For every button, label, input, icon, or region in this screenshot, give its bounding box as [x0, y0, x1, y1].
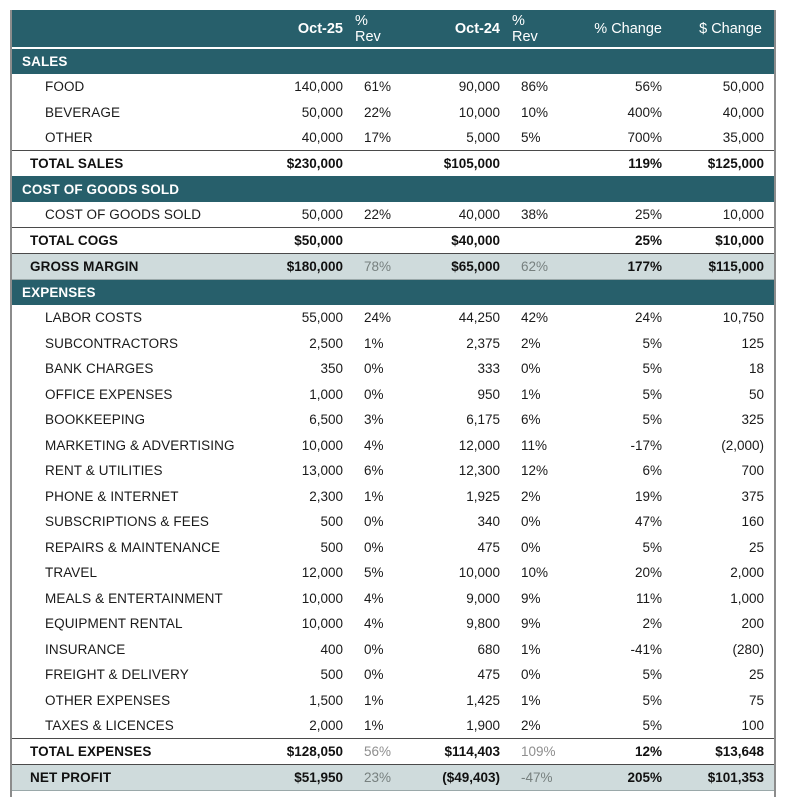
current-value: 350	[320, 361, 343, 377]
current-value: 400	[320, 641, 343, 657]
current-value: $230,000	[250, 151, 355, 177]
current-pct-rev: 0%	[364, 641, 384, 657]
row-label: MARKETING & ADVERTISING	[45, 437, 235, 453]
pct-change: 56%	[634, 79, 662, 95]
prior-pct-rev: -47%	[512, 764, 564, 790]
table-row	[12, 356, 774, 382]
current-pct-rev: 23%	[355, 764, 407, 790]
prior-pct-rev: 1%	[521, 692, 541, 708]
row-label: TOTAL EXPENSES	[12, 739, 250, 765]
prior-pct-rev: 10%	[521, 565, 549, 581]
prior-value: 950	[477, 386, 500, 402]
pct-change: 700%	[627, 130, 662, 145]
current-value: 55,000	[301, 310, 343, 326]
column-header-pct-change: % Change	[564, 10, 674, 48]
prior-pct-rev	[512, 151, 564, 177]
pct-change: 5%	[642, 412, 662, 428]
prior-value: 9,800	[466, 616, 500, 632]
section-title: EXPENSES	[22, 284, 96, 300]
prior-value: 10,000	[458, 104, 500, 120]
current-value: 500	[320, 539, 343, 555]
prior-pct-rev: 2%	[521, 488, 541, 504]
current-value: $128,050	[250, 739, 355, 765]
current-value: 10,000	[301, 616, 343, 632]
current-value: 50,000	[301, 207, 343, 222]
current-pct-rev: 22%	[364, 104, 392, 120]
dollar-change: 40,000	[722, 104, 764, 120]
row-label: INSURANCE	[45, 641, 126, 657]
current-value: 2,000	[309, 718, 343, 733]
prior-value: $65,000	[407, 253, 512, 279]
prior-pct-rev: 1%	[521, 641, 541, 657]
pct-change: 11%	[635, 590, 662, 606]
prior-pct-rev: 9%	[521, 616, 541, 632]
current-pct-rev: 24%	[364, 310, 392, 326]
prior-pct-rev: 2%	[521, 335, 541, 351]
table-row	[12, 125, 774, 151]
row-label: GROSS MARGIN	[12, 253, 250, 279]
table-row	[12, 509, 774, 535]
row-label: OTHER EXPENSES	[45, 692, 171, 708]
dollar-change: 25	[748, 539, 764, 555]
column-header-prior-rev: % Rev	[512, 10, 564, 48]
section-header-row	[12, 48, 774, 74]
current-pct-rev: 5%	[364, 565, 384, 581]
current-pct-rev: 0%	[364, 361, 384, 377]
current-value: 500	[320, 514, 343, 530]
row-label: TRAVEL	[45, 565, 98, 581]
dollar-change: 160	[741, 514, 764, 530]
prior-value: 475	[477, 667, 500, 683]
pct-change: 25%	[634, 207, 662, 222]
prior-value: 2,375	[466, 335, 500, 351]
prior-value: $40,000	[407, 228, 512, 254]
prior-value: 40,000	[458, 207, 500, 222]
table-row	[12, 100, 774, 126]
prior-value: 12,300	[458, 463, 500, 479]
prior-value: 5,000	[466, 130, 500, 145]
prior-value: 1,925	[466, 488, 500, 504]
row-label: MEALS & ENTERTAINMENT	[45, 590, 223, 606]
prior-value: 1,425	[466, 692, 500, 708]
dollar-change: 25	[748, 667, 764, 683]
current-value: 500	[320, 667, 343, 683]
pct-change: 2%	[642, 616, 662, 632]
pct-change: 20%	[634, 565, 662, 581]
dollar-change: 50,000	[722, 79, 764, 95]
current-value: 1,000	[309, 386, 343, 402]
current-pct-rev	[355, 228, 407, 254]
prior-pct-rev: 12%	[521, 463, 549, 479]
table-row	[12, 637, 774, 663]
row-label: SUBCONTRACTORS	[45, 335, 179, 351]
row-label: PHONE & INTERNET	[45, 488, 179, 504]
dollar-change: 700	[741, 463, 764, 479]
table-row	[12, 202, 774, 228]
prior-value: ($49,403)	[407, 764, 512, 790]
table-row	[12, 407, 774, 433]
dollar-change: 2,000	[730, 565, 764, 581]
prior-value: 340	[477, 514, 500, 530]
row-label: FREIGHT & DELIVERY	[45, 667, 189, 683]
dollar-change: 75	[748, 692, 764, 708]
prior-pct-rev: 0%	[521, 539, 541, 555]
bottom-spacer	[12, 791, 774, 797]
row-label: RENT & UTILITIES	[45, 463, 163, 479]
table-row	[12, 433, 774, 459]
highlight-row	[12, 253, 774, 279]
pct-change: 205%	[564, 764, 674, 790]
table-row	[12, 611, 774, 637]
column-header-dollar-change: $ Change	[674, 10, 774, 48]
financial-table	[12, 10, 774, 791]
prior-pct-rev: 11%	[521, 437, 548, 453]
pct-change: 5%	[642, 718, 662, 733]
dollar-change: 325	[741, 412, 764, 428]
table-row	[12, 662, 774, 688]
prior-pct-rev: 86%	[521, 79, 549, 95]
pct-change: 5%	[642, 692, 662, 708]
section-header-row	[12, 176, 774, 202]
current-pct-rev: 1%	[364, 692, 384, 708]
prior-value: 10,000	[458, 565, 500, 581]
header-row	[12, 10, 774, 48]
prior-pct-rev: 5%	[521, 130, 541, 145]
table-header	[12, 10, 774, 48]
pct-change: 24%	[634, 310, 662, 326]
current-pct-rev: 4%	[364, 590, 384, 606]
current-pct-rev: 0%	[364, 539, 384, 555]
section-title: COST OF GOODS SOLD	[22, 181, 180, 197]
current-pct-rev: 17%	[364, 130, 392, 145]
pct-change: 5%	[642, 667, 662, 683]
prior-pct-rev: 0%	[521, 361, 541, 377]
row-label: TOTAL SALES	[12, 151, 250, 177]
row-label: NET PROFIT	[12, 764, 250, 790]
prior-value: $105,000	[407, 151, 512, 177]
pct-change: 12%	[564, 739, 674, 765]
dollar-change: $13,648	[674, 739, 774, 765]
current-pct-rev: 22%	[364, 207, 392, 222]
current-value: $50,000	[250, 228, 355, 254]
prior-pct-rev: 2%	[521, 718, 541, 733]
prior-value: 680	[477, 641, 500, 657]
prior-value: 9,000	[466, 590, 500, 606]
pct-change: 5%	[642, 361, 662, 377]
current-value: 10,000	[301, 437, 343, 453]
dollar-change: 200	[741, 616, 764, 632]
pct-change: 119%	[564, 151, 674, 177]
pct-change: 177%	[564, 253, 674, 279]
current-value: 12,000	[301, 565, 343, 581]
current-value: 40,000	[301, 130, 343, 145]
row-label: REPAIRS & MAINTENANCE	[45, 539, 221, 555]
pct-change: 25%	[564, 228, 674, 254]
dollar-change: (280)	[732, 641, 764, 657]
dollar-change: 375	[741, 488, 764, 504]
prior-pct-rev	[512, 228, 564, 254]
table-row	[12, 382, 774, 408]
pct-change: 19%	[634, 488, 662, 504]
table-row	[12, 458, 774, 484]
dollar-change: 1,000	[730, 590, 764, 606]
current-value: 50,000	[301, 104, 343, 120]
row-label: TOTAL COGS	[12, 228, 250, 254]
total-row	[12, 228, 774, 254]
prior-pct-rev: 10%	[521, 104, 549, 120]
table-body	[12, 48, 774, 790]
row-label: EQUIPMENT RENTAL	[45, 616, 183, 632]
current-pct-rev: 0%	[364, 514, 384, 530]
dollar-change: 10,000	[722, 207, 764, 222]
section-title: SALES	[22, 54, 68, 69]
total-row	[12, 151, 774, 177]
section-header-row	[12, 279, 774, 305]
row-label: LABOR COSTS	[45, 310, 143, 326]
dollar-change: $10,000	[674, 228, 774, 254]
dollar-change: $125,000	[674, 151, 774, 177]
current-value: 140,000	[294, 79, 343, 95]
prior-pct-rev: 9%	[521, 590, 541, 606]
row-label: FOOD	[45, 79, 85, 95]
prior-pct-rev: 6%	[521, 412, 541, 428]
pct-change: -17%	[630, 437, 662, 453]
column-header-current-rev: % Rev	[355, 10, 407, 48]
total-row	[12, 739, 774, 765]
column-header-current: Oct-25	[250, 10, 355, 48]
current-value: 1,500	[309, 692, 343, 708]
current-value: $180,000	[250, 253, 355, 279]
current-value: 10,000	[301, 590, 343, 606]
prior-pct-rev: 62%	[512, 253, 564, 279]
table-row	[12, 586, 774, 612]
row-label: TAXES & LICENCES	[45, 718, 174, 733]
current-pct-rev: 6%	[364, 463, 384, 479]
prior-value: 1,900	[466, 718, 500, 733]
current-pct-rev: 1%	[364, 488, 384, 504]
current-pct-rev: 1%	[364, 718, 384, 733]
prior-pct-rev: 1%	[521, 386, 541, 402]
table-row	[12, 484, 774, 510]
current-value: 13,000	[301, 463, 343, 479]
prior-value: $114,403	[407, 739, 512, 765]
table-row	[12, 713, 774, 739]
current-pct-rev: 4%	[364, 616, 384, 632]
highlight-row	[12, 764, 774, 790]
prior-pct-rev: 42%	[521, 310, 549, 326]
prior-pct-rev: 109%	[512, 739, 564, 765]
prior-pct-rev: 38%	[521, 207, 549, 222]
pct-change: 6%	[642, 463, 662, 479]
dollar-change: $101,353	[674, 764, 774, 790]
current-value: 6,500	[309, 412, 343, 428]
current-pct-rev: 56%	[355, 739, 407, 765]
current-pct-rev: 61%	[364, 79, 392, 95]
current-value: 2,300	[309, 488, 343, 504]
dollar-change: $115,000	[674, 253, 774, 279]
table-row	[12, 560, 774, 586]
prior-pct-rev: 0%	[521, 514, 541, 530]
current-value: 2,500	[309, 335, 343, 351]
row-label: BEVERAGE	[45, 104, 121, 120]
current-pct-rev: 78%	[355, 253, 407, 279]
table-row	[12, 688, 774, 714]
prior-value: 90,000	[458, 79, 500, 95]
current-value: $51,950	[250, 764, 355, 790]
table-row	[12, 331, 774, 357]
prior-value: 12,000	[458, 437, 500, 453]
pct-change: 47%	[634, 514, 662, 530]
current-pct-rev: 0%	[364, 667, 384, 683]
row-label: OFFICE EXPENSES	[45, 386, 173, 402]
current-pct-rev: 4%	[364, 437, 384, 453]
dollar-change: 18	[748, 361, 764, 377]
table-row	[12, 535, 774, 561]
pct-change: 400%	[627, 104, 662, 120]
dollar-change: 100	[741, 718, 764, 733]
pct-change: 5%	[642, 386, 662, 402]
column-header-prior: Oct-24	[407, 10, 512, 48]
prior-value: 475	[477, 539, 500, 555]
pct-change: 5%	[642, 539, 662, 555]
pct-change: -41%	[630, 641, 662, 657]
dollar-change: 50	[748, 386, 764, 402]
row-label: SUBSCRIPTIONS & FEES	[45, 514, 210, 530]
prior-value: 6,175	[466, 412, 500, 428]
dollar-change: 35,000	[722, 130, 764, 145]
table-row	[12, 305, 774, 331]
current-pct-rev: 0%	[364, 386, 384, 402]
row-label: BOOKKEEPING	[45, 412, 146, 428]
table-row	[12, 74, 774, 100]
profit-loss-statement	[10, 10, 776, 797]
current-pct-rev: 1%	[364, 335, 384, 351]
current-pct-rev	[355, 151, 407, 177]
row-label: BANK CHARGES	[45, 361, 154, 377]
pct-change: 5%	[642, 335, 662, 351]
prior-pct-rev: 0%	[521, 667, 541, 683]
dollar-change: 125	[741, 335, 764, 351]
prior-value: 44,250	[458, 310, 500, 326]
dollar-change: (2,000)	[721, 437, 764, 453]
row-label: OTHER	[45, 130, 93, 145]
row-label: COST OF GOODS SOLD	[45, 207, 202, 222]
prior-value: 333	[477, 361, 500, 377]
column-header-label	[12, 10, 250, 48]
dollar-change: 10,750	[722, 310, 764, 326]
current-pct-rev: 3%	[364, 412, 384, 428]
